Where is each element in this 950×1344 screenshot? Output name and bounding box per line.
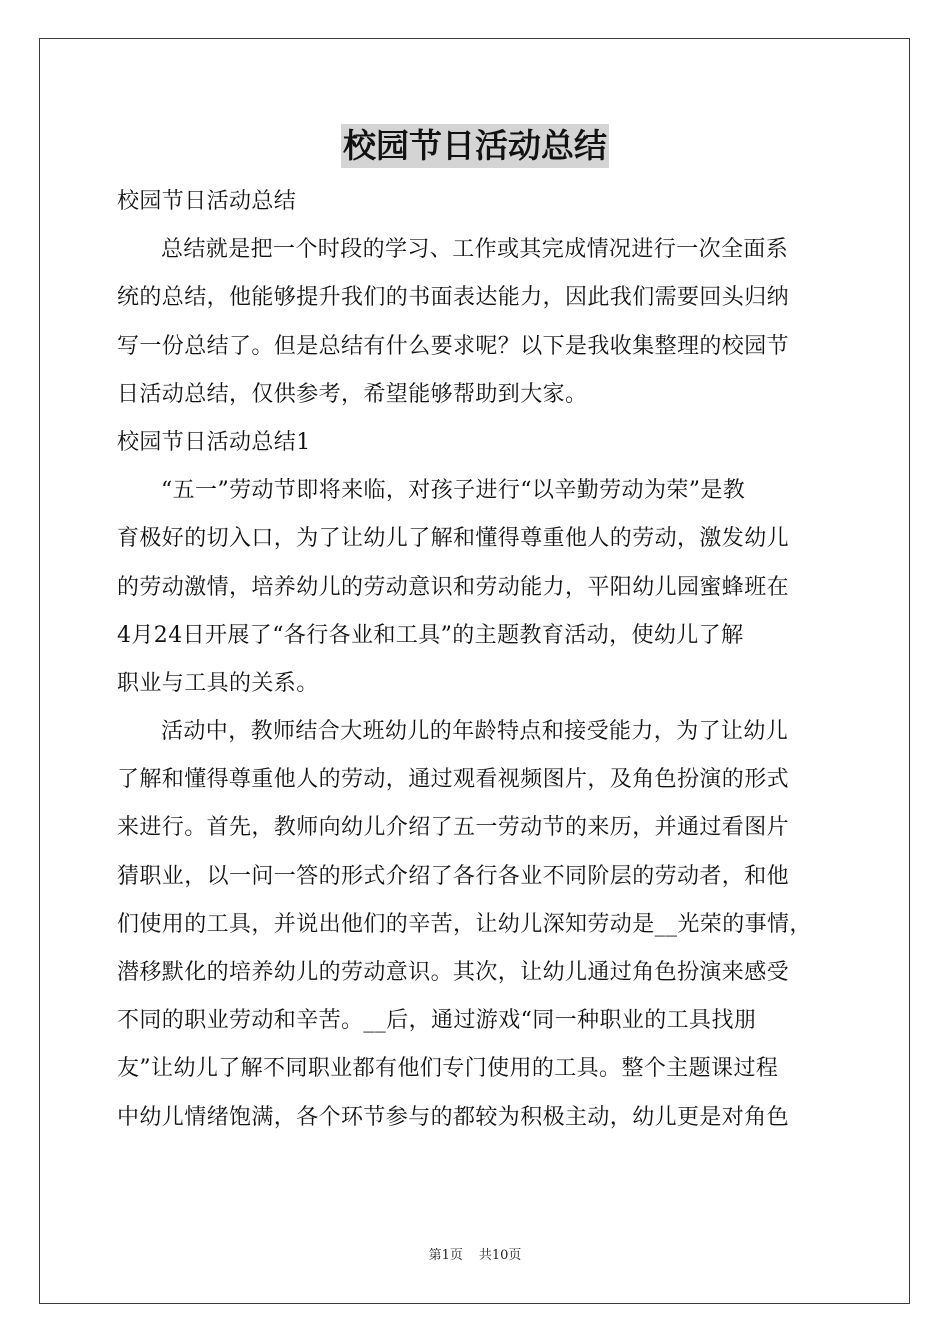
section-heading: 校园节日活动总结1 [117,429,311,455]
intro-paragraph-line: 统的总结，他能够提升我们的书面表达能力，因此我们需要回头归纳 [117,285,790,311]
document-title: 校园节日活动总结 [341,124,609,168]
page-number: 第1页 [428,1248,463,1263]
page-footer [0,1246,950,1266]
paragraph-2-line: 中幼儿情绪饱满，各个环节参与的都较为积极主动，幼儿更是对角色 [117,1104,790,1130]
paragraph-1-line: 的劳动激情，培养幼儿的劳动意识和劳动能力，平阳幼儿园蜜蜂班在 [117,574,790,600]
subtitle-line: 校园节日活动总结 [117,189,297,214]
intro-paragraph-line: 日活动总结，仅供参考，希望能够帮助到大家。 [117,381,588,407]
paragraph-2-line: 猜职业，以一问一答的形式介绍了各行各业不同阶层的劳动者，和他 [117,863,790,889]
paragraph-1-line: 4月24日开展了“各行各业和工具”的主题教育活动，使幼儿了解 [117,622,744,648]
intro-paragraph-line: 写一份总结了。但是总结有什么要求呢？以下是我收集整理的校园节 [117,333,790,359]
paragraph-2-line: 们使用的工具，并说出他们的辛苦，让幼儿深知劳动是__光荣的事情， [117,911,812,937]
paragraph-2-line: 潜移默化的培养幼儿的劳动意识。其次，让幼儿通过角色扮演来感受 [117,960,790,985]
document-body [117,178,857,1142]
paragraph-2-line: 活动中，教师结合大班幼儿的年龄特点和接受能力，为了让幼儿 [161,719,789,745]
title-area [0,124,950,168]
paragraph-2-line: 不同的职业劳动和辛苦。__后，通过游戏“同一种职业的工具找朋 [117,1008,757,1034]
total-pages: 共10页 [478,1248,522,1263]
intro-paragraph-line: 总结就是把一个时段的学习、工作或其完成情况进行一次全面系 [161,237,789,263]
paragraph-2-line: 来进行。首先，教师向幼儿介绍了五一劳动节的来历，并通过看图片 [117,815,790,841]
paragraph-2-line: 了解和懂得尊重他人的劳动，通过观看视频图片，及角色扮演的形式 [117,767,790,793]
paragraph-1-line: 育极好的切入口，为了让幼儿了解和懂得尊重他人的劳动，激发幼儿 [117,526,790,552]
paragraph-1-line: 职业与工具的关系。 [117,670,319,696]
paragraph-1-line: “五一”劳动节即将来临，对孩子进行“以辛勤劳动为荣”是教 [161,478,746,504]
paragraph-2-line: 友”让幼儿了解不同职业都有他们专门使用的工具。整个主题课过程 [117,1056,779,1082]
